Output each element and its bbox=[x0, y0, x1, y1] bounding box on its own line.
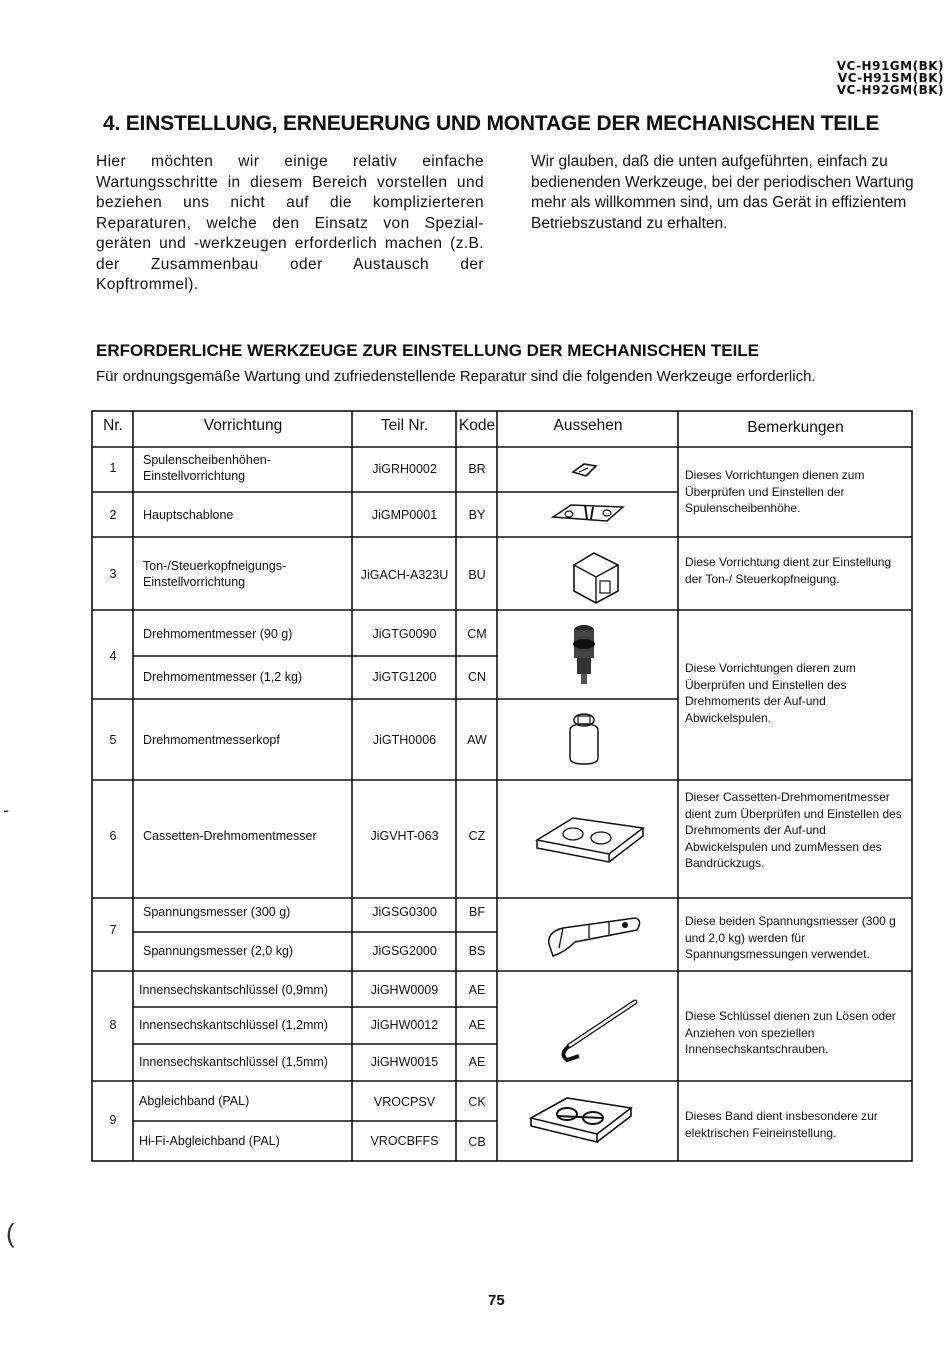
row-part-no: JiGSG2000 bbox=[372, 944, 437, 958]
row-device: Cassetten-Drehmomentmesser bbox=[143, 829, 317, 843]
row-nr: 9 bbox=[109, 1113, 117, 1127]
row-part-no: JiGSG0300 bbox=[372, 905, 437, 919]
remark-head-tilt: Diese Vorrichtung dient zur Einstellung der Ton-/ Steuerkopfneigung. bbox=[685, 555, 892, 586]
header-appearance: Aussehen bbox=[553, 417, 623, 434]
height-jig-icon bbox=[570, 460, 600, 480]
header-device: Vorrichtung bbox=[203, 417, 283, 434]
page-title: 4. EINSTELLUNG, ERNEUERUNG UND MONTAGE DER MECHANISCHEN TEILE bbox=[103, 112, 880, 135]
torque-gauge-icon bbox=[566, 622, 602, 686]
header-nr: Nr. bbox=[103, 417, 123, 434]
row-device: Spannungsmesser (2,0 kg) bbox=[143, 944, 294, 958]
row-part-no: JiGTH0006 bbox=[372, 733, 437, 747]
row-code: CM bbox=[467, 627, 487, 641]
row-code: BF bbox=[469, 905, 485, 919]
row-device: Hi-Fi-Abgleichband (PAL) bbox=[139, 1134, 280, 1148]
row-code: CN bbox=[467, 670, 487, 684]
remark-torque: Diese Vorrichtungen dieren zum Überprüfen und Einstellen des Drehmoments der Auf-und Abwickelspulen. bbox=[685, 661, 856, 725]
row-code: BY bbox=[468, 508, 486, 522]
row-code: CB bbox=[468, 1135, 486, 1149]
row-nr: 1 bbox=[109, 461, 117, 475]
row-part-no: JiGRH0002 bbox=[372, 462, 437, 476]
row-device: Drehmomentmesserkopf bbox=[143, 733, 280, 747]
row-part-no: JiGTG1200 bbox=[372, 670, 437, 684]
tools-section-title: ERFORDERLICHE WERKZEUGE ZUR EINSTELLUNG DER MECHANISCHEN TEILE bbox=[96, 341, 760, 360]
tools-section-subtitle: Für ordnungsgemäße Wartung und zufriedenstellende Reparatur sind die folgenden Werkzeuge erforderlich. bbox=[96, 368, 816, 385]
row-code: BU bbox=[468, 568, 486, 582]
master-plane-icon bbox=[549, 499, 629, 529]
header-remarks: Bemerkungen bbox=[747, 419, 844, 436]
row-part-no: JiGMP0001 bbox=[371, 508, 438, 522]
row-nr: 3 bbox=[109, 567, 117, 581]
row-nr: 5 bbox=[109, 733, 117, 747]
row-code: AE bbox=[468, 983, 486, 997]
hex-wrench-icon bbox=[543, 994, 643, 1064]
row-nr: 4 bbox=[109, 649, 117, 663]
row-device: Ton-/Steuerkopfneigungs- Einstellvorrichtung bbox=[143, 559, 287, 589]
margin-mark: - bbox=[3, 800, 9, 820]
torque-head-icon bbox=[567, 710, 601, 766]
row-code: AE bbox=[468, 1018, 486, 1032]
tension-gauge-icon bbox=[539, 908, 649, 964]
tools-table bbox=[91, 410, 913, 1162]
head-tilt-jig-icon bbox=[566, 547, 626, 607]
remark-test-tape: Dieses Band dient insbesondere zur elektrischen Feineinstellung. bbox=[685, 1109, 878, 1140]
model-line: VC-H91GM(BK) bbox=[836, 59, 944, 73]
row-nr: 6 bbox=[109, 829, 117, 843]
remark-height-jig: Dieses Vorrichtungen dienen zum Überprüfen und Einstellen der Spulenscheibenhöhe. bbox=[685, 468, 865, 515]
header-code: Kode bbox=[458, 417, 496, 434]
model-numbers bbox=[837, 60, 944, 96]
row-part-no: VROCPSV bbox=[373, 1095, 436, 1109]
row-nr: 8 bbox=[109, 1018, 117, 1032]
cassette-torque-meter-icon bbox=[533, 810, 648, 870]
row-code: CZ bbox=[468, 829, 486, 843]
row-device: Abgleichband (PAL) bbox=[139, 1094, 250, 1108]
model-line: VC-H92GM(BK) bbox=[836, 83, 944, 97]
row-part-no: JiGHW0015 bbox=[370, 1055, 439, 1069]
page-number: 75 bbox=[488, 1292, 505, 1309]
margin-bracket: ( bbox=[6, 1218, 15, 1248]
header-part-no: Teil Nr. bbox=[380, 417, 429, 434]
row-part-no: JiGHW0012 bbox=[370, 1018, 439, 1032]
row-part-no: JiGACH-A323U bbox=[360, 568, 449, 582]
row-device: Drehmomentmesser (90 g) bbox=[143, 627, 293, 641]
intro-right-paragraph: Wir glauben, daß die unten aufgeführten, einfach zu bedienenden Werkzeuge, bei der periodischen Wartung mehr als willkommen sind, um das Gerät in effizientem Betriebszustand zu erhalten. bbox=[531, 153, 914, 232]
remark-hex-wrench: Diese Schlüssel dienen zun Lösen oder Anziehen von speziellen Innensechskantschrauben. bbox=[685, 1009, 896, 1056]
row-device: Spannungsmesser (300 g) bbox=[143, 905, 291, 919]
test-tape-icon bbox=[527, 1090, 637, 1152]
row-nr: 2 bbox=[109, 508, 117, 522]
row-part-no: VROCBFFS bbox=[370, 1134, 439, 1148]
row-part-no: JiGVHT-063 bbox=[370, 829, 439, 843]
row-device: Innensechskantschlüssel (0,9mm) bbox=[139, 983, 328, 997]
row-device: Spulenscheibenhöhen- Einstellvorrichtung bbox=[143, 453, 271, 483]
intro-left-paragraph: Hier möchten wir einige relativ einfache Wartungsschritte in diesem Bereich vorstellen und beziehen uns nicht auf die komplizierteren Reparaturen, welche den Einsatz von Spezial-geräten und -werkzeugen erforderlich machen (z.B. der Zusammenbau oder Austausch der Kopftrommel). bbox=[96, 153, 484, 293]
row-code: AE bbox=[468, 1055, 486, 1069]
row-code: AW bbox=[467, 733, 487, 747]
model-line: VC-H91SM(BK) bbox=[837, 71, 944, 85]
row-nr: 7 bbox=[109, 923, 117, 937]
row-part-no: JiGHW0009 bbox=[370, 983, 439, 997]
row-device: Innensechskantschlüssel (1,5mm) bbox=[139, 1055, 328, 1069]
row-code: BS bbox=[468, 944, 486, 958]
remark-cassette-torque: Dieser Cassetten-Drehmomentmesser dient zum Überprüfen und Einstellen des Drehmoments der Auf-und Abwickelspulen und zumMessen des Bandrückzugs. bbox=[685, 790, 902, 870]
row-part-no: JiGTG0090 bbox=[372, 627, 437, 641]
row-device: Innensechskantschlüssel (1,2mm) bbox=[139, 1018, 328, 1032]
row-device: Drehmomentmesser (1,2 kg) bbox=[143, 670, 303, 684]
row-device: Hauptschablone bbox=[143, 508, 234, 522]
remark-tension: Diese beiden Spannungsmesser (300 g und 2,0 kg) werden für Spannungsmessungen verwendet. bbox=[685, 914, 896, 961]
row-code: BR bbox=[468, 462, 486, 476]
row-code: CK bbox=[468, 1095, 486, 1109]
